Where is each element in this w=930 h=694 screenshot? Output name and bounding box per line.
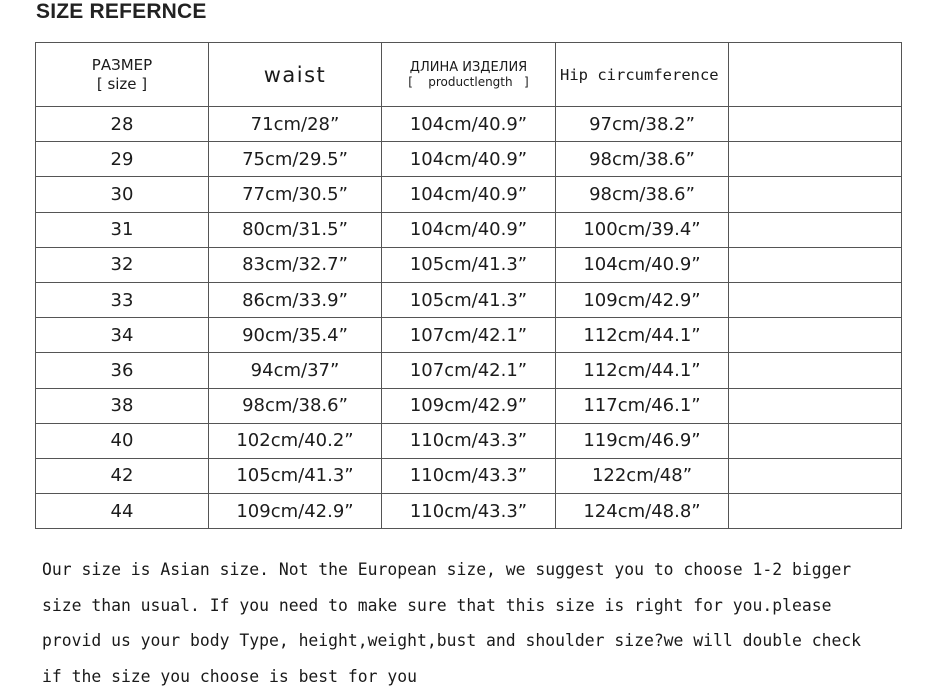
waist-cell: 71cm/28”: [209, 107, 382, 142]
page-title: SIZE REFERNCE: [36, 0, 207, 24]
table-header-row: [36, 43, 902, 107]
extra-cell: [729, 282, 902, 317]
hip-cell: 124cm/48.8”: [556, 494, 729, 529]
length-cell: 104cm/40.9”: [382, 212, 556, 247]
size-header-en: [ size ]: [36, 74, 208, 94]
size-cell: 30: [36, 177, 209, 212]
extra-cell: [729, 177, 902, 212]
waist-cell: 94cm/37”: [209, 353, 382, 388]
table-row: [36, 388, 902, 423]
waist-cell: 105cm/41.3”: [209, 458, 382, 493]
table-row: [36, 107, 902, 142]
hip-cell: 109cm/42.9”: [556, 282, 729, 317]
length-cell: 104cm/40.9”: [382, 107, 556, 142]
length-header-ru: ДЛИНА ИЗДЕЛИЯ: [382, 60, 555, 75]
extra-cell: [729, 247, 902, 282]
hip-cell: 98cm/38.6”: [556, 177, 729, 212]
hip-cell: 117cm/46.1”: [556, 388, 729, 423]
length-cell: 110cm/43.3”: [382, 423, 556, 458]
hip-cell: 97cm/38.2”: [556, 107, 729, 142]
waist-cell: 90cm/35.4”: [209, 318, 382, 353]
waist-cell: 77cm/30.5”: [209, 177, 382, 212]
extra-cell: [729, 142, 902, 177]
extra-cell: [729, 458, 902, 493]
column-header-size: [36, 43, 209, 107]
note-line: provid us your body Type, height,weight,bust and shoulder size?we will double check: [42, 623, 902, 659]
size-cell: 32: [36, 247, 209, 282]
length-cell: 110cm/43.3”: [382, 458, 556, 493]
waist-cell: 102cm/40.2”: [209, 423, 382, 458]
length-cell: 109cm/42.9”: [382, 388, 556, 423]
extra-cell: [729, 318, 902, 353]
table-row: [36, 247, 902, 282]
extra-cell: [729, 388, 902, 423]
extra-cell: [729, 423, 902, 458]
column-header-hip: Hip circumference: [556, 43, 729, 107]
size-cell: 36: [36, 353, 209, 388]
column-header-extra: [729, 43, 902, 107]
length-cell: 107cm/42.1”: [382, 318, 556, 353]
note-line: Our size is Asian size. Not the European size, we suggest you to choose 1-2 bigger: [42, 552, 902, 588]
size-cell: 44: [36, 494, 209, 529]
size-note: [42, 552, 902, 694]
column-header-length: [382, 43, 556, 107]
table-row: [36, 212, 902, 247]
length-cell: 105cm/41.3”: [382, 247, 556, 282]
waist-cell: 86cm/33.9”: [209, 282, 382, 317]
hip-cell: 119cm/46.9”: [556, 423, 729, 458]
table-row: [36, 494, 902, 529]
hip-cell: 104cm/40.9”: [556, 247, 729, 282]
table-body: [36, 107, 902, 529]
size-header-ru: РАЗМЕР: [36, 56, 208, 74]
waist-cell: 80cm/31.5”: [209, 212, 382, 247]
hip-cell: 122cm/48”: [556, 458, 729, 493]
size-cell: 29: [36, 142, 209, 177]
size-cell: 28: [36, 107, 209, 142]
extra-cell: [729, 353, 902, 388]
hip-cell: 100cm/39.4”: [556, 212, 729, 247]
waist-cell: 83cm/32.7”: [209, 247, 382, 282]
hip-cell: 98cm/38.6”: [556, 142, 729, 177]
size-cell: 33: [36, 282, 209, 317]
size-cell: 38: [36, 388, 209, 423]
table-row: [36, 423, 902, 458]
table-row: [36, 142, 902, 177]
waist-cell: 98cm/38.6”: [209, 388, 382, 423]
extra-cell: [729, 107, 902, 142]
extra-cell: [729, 494, 902, 529]
table-row: [36, 353, 902, 388]
hip-cell: 112cm/44.1”: [556, 318, 729, 353]
size-table: [35, 42, 902, 529]
size-cell: 40: [36, 423, 209, 458]
length-cell: 107cm/42.1”: [382, 353, 556, 388]
table-row: [36, 318, 902, 353]
table-row: [36, 282, 902, 317]
length-cell: 104cm/40.9”: [382, 142, 556, 177]
size-cell: 34: [36, 318, 209, 353]
column-header-waist: waist: [209, 43, 382, 107]
size-cell: 31: [36, 212, 209, 247]
length-cell: 104cm/40.9”: [382, 177, 556, 212]
table-row: [36, 458, 902, 493]
length-header-en: [ productlength ]: [382, 75, 555, 90]
table-row: [36, 177, 902, 212]
size-cell: 42: [36, 458, 209, 493]
waist-cell: 75cm/29.5”: [209, 142, 382, 177]
note-line: if the size you choose is best for you: [42, 659, 902, 694]
note-line: size than usual. If you need to make sure that this size is right for you.please: [42, 588, 902, 624]
extra-cell: [729, 212, 902, 247]
hip-cell: 112cm/44.1”: [556, 353, 729, 388]
waist-cell: 109cm/42.9”: [209, 494, 382, 529]
length-cell: 110cm/43.3”: [382, 494, 556, 529]
length-cell: 105cm/41.3”: [382, 282, 556, 317]
